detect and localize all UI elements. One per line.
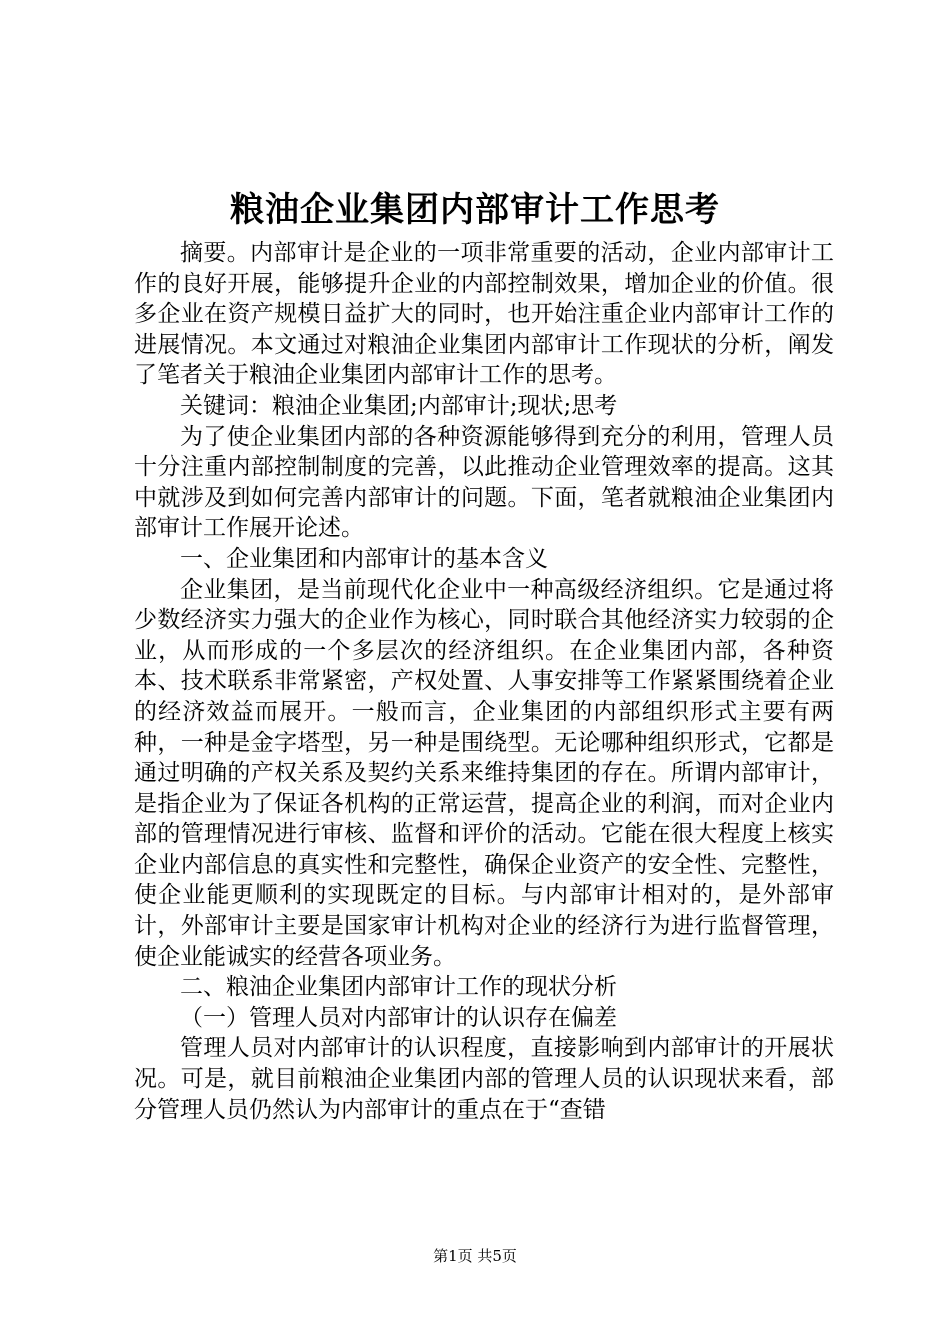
document-body	[134, 238, 834, 1125]
keywords-paragraph: 关键词：粮油企业集团;内部审计;现状;思考	[180, 392, 618, 419]
page-number-footer: 第1页 共5页	[433, 1247, 517, 1265]
section-1-paragraph: 企业集团，是当前现代化企业中一种高级经济组织。它是通过将少数经济实力强大的企业作为核心，同时联合其他经济实力较弱的企业，从而形成的一个多层次的经济组织。在企业集团内部，各种资本、技术联系非常紧密，产权处置、人事安排等工作紧紧围绕着企业的经济效益而展开。一般而言，企业集团的内部组织形式主要有两种，一种是金字塔型，另一种是围绕型。无论哪种组织形式，它都是通过明确的产权关系及契约关系来维持集团的存在。所谓内部审计，是指企业为了保证各机构的正常运营，提高企业的利润，而对企业内部的管理情况进行审核、监督和评价的活动。它能在很大程度上核实企业内部信息的真实性和完整性，确保企业资产的安全性、完整性，使企业能更顺利的实现既定的目标。与内部审计相对的，是外部审计，外部审计主要是国家审计机构对企业的经济行为进行监督管理，使企业能诚实的经营各项业务。	[134, 576, 834, 970]
section-heading-1: 一、企业集团和内部审计的基本含义	[180, 545, 548, 572]
subsection-heading-1: （一）管理人员对内部审计的认识存在偏差	[180, 1004, 617, 1031]
intro-paragraph: 为了使企业集团内部的各种资源能够得到充分的利用，管理人员十分注重内部控制制度的完善，以此推动企业管理效率的提高。这其中就涉及到如何完善内部审计的问题。下面，笔者就粮油企业集团内部审计工作展开论述。	[134, 423, 834, 542]
subsection-1-paragraph: 管理人员对内部审计的认识程度，直接影响到内部审计的开展状况。可是，就目前粮油企业集团内部的管理人员的认识现状来看，部分管理人员仍然认为内部审计的重点在于“查错	[134, 1035, 834, 1123]
abstract-paragraph: 摘要。内部审计是企业的一项非常重要的活动，企业内部审计工作的良好开展，能够提升企业的内部控制效果，增加企业的价值。很多企业在资产规模日益扩大的同时，也开始注重企业内部审计工作的进展情况。本文通过对粮油企业集团内部审计工作现状的分析，阐发了笔者关于粮油企业集团内部审计工作的思考。	[134, 240, 834, 389]
section-heading-2: 二、粮油企业集团内部审计工作的现状分析	[180, 974, 617, 1001]
document-title: 粮油企业集团内部审计工作思考	[230, 190, 720, 230]
